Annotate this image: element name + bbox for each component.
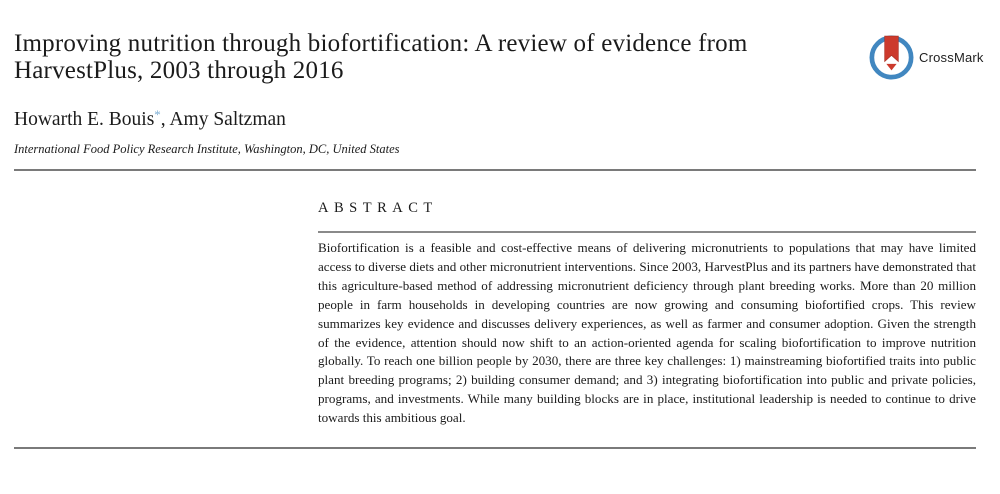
author-name-1: Howarth E. Bouis xyxy=(14,109,155,130)
crossmark-badge[interactable] xyxy=(869,35,984,80)
corresponding-author-asterisk-link[interactable]: * xyxy=(154,107,161,122)
footer-divider-rule xyxy=(14,447,976,449)
header-divider-rule xyxy=(14,169,976,171)
crossmark-icon xyxy=(869,35,914,80)
article-title-line2: HarvestPlus, 2003 through 2016 xyxy=(14,57,344,84)
author-line xyxy=(14,107,286,131)
abstract-divider-rule xyxy=(318,231,976,233)
affiliation: International Food Policy Research Institute, Washington, DC, United States xyxy=(14,142,400,156)
article-title xyxy=(14,30,859,84)
crossmark-label: CrossMark xyxy=(919,50,984,65)
article-title-line1: Improving nutrition through biofortification: A review of evidence from xyxy=(14,30,748,57)
abstract-heading: ABSTRACT xyxy=(318,200,438,216)
abstract-text: Biofortification is a feasible and cost-effective means of delivering micronutrients to populations that may have limited access to diverse diets and other micronutrient interventions. Since 2003, HarvestPlus and its partners have demonstrated that this agriculture-based method of addressing micronutrient deficiency through plant breeding works. More than 20 million people in farm households in developing countries are now growing and consuming biofortified crops. This review summarizes key evidence and discusses delivery experiences, as well as farmer and consumer adoption. Given the strength of the evidence, attention should now shift to an action-oriented agenda for scaling biofortification to improve nutrition globally. To reach one billion people by 2030, there are three key challenges: 1) mainstreaming biofortified traits into public plant breeding programs; 2) building consumer demand; and 3) integrating biofortification into public and private policies, programs, and investments. While many building blocks are in place, institutional leadership is needed to continue to drive towards this ambitious goal. xyxy=(318,240,976,426)
author-name-2: , Amy Saltzman xyxy=(160,109,286,130)
